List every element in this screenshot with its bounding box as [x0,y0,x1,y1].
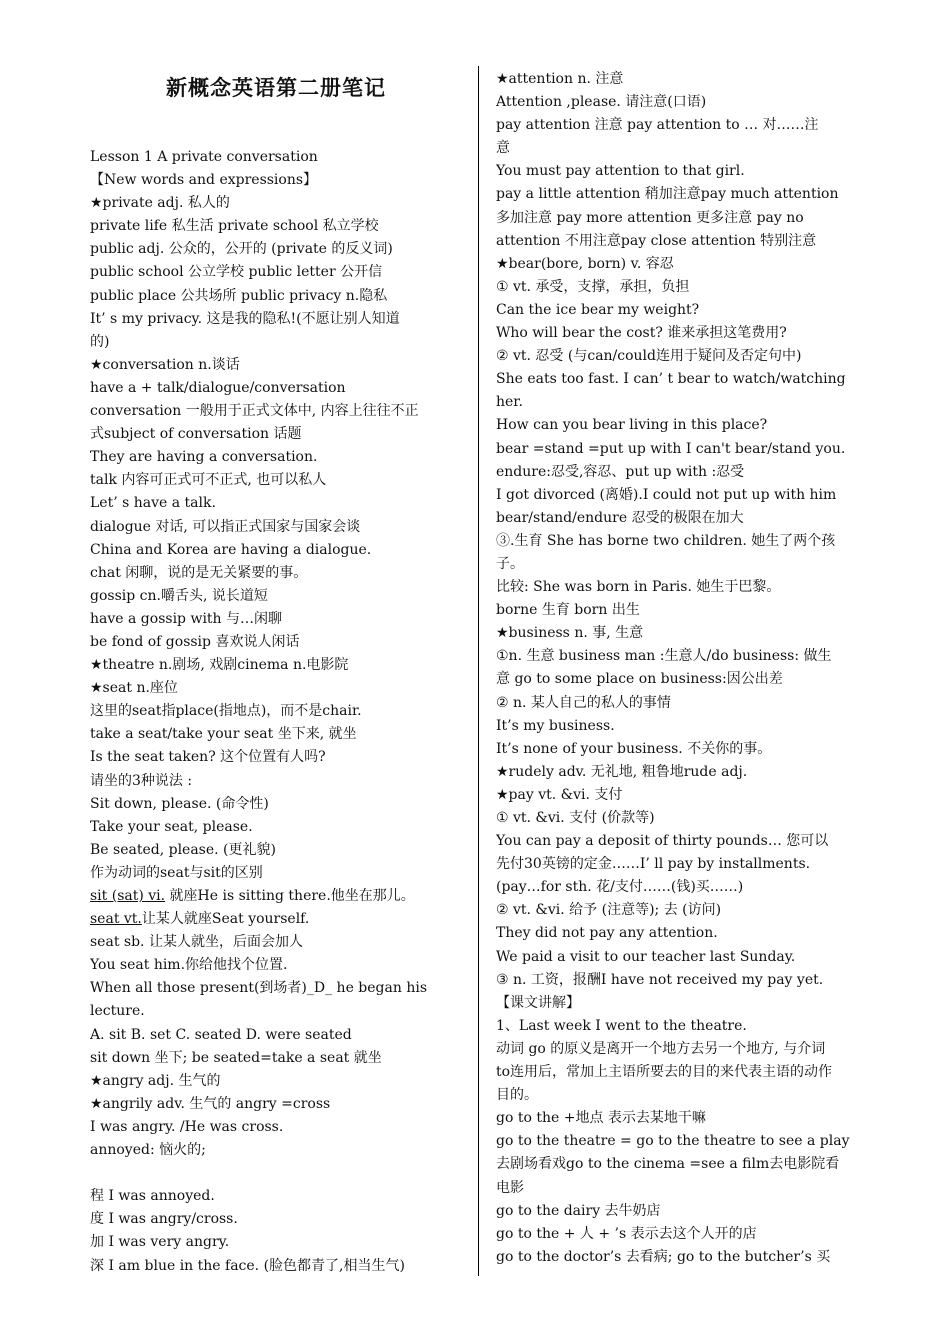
note-line [90,169,462,192]
note-line [90,977,462,1000]
line-text: conversation 一般用于正式文体中, 内容上往往不正 [90,403,419,420]
line-text: They did not pay any attention. [496,925,718,942]
line-text: ★pay vt. &vi. 支付 [496,786,623,803]
note-line [496,1177,868,1200]
line-text: ② vt. &vi. 给予 (注意等); 去 (访问) [496,902,722,919]
note-line [496,461,868,484]
note-line [496,645,868,668]
line-text: 作为动词的seat与sit的区别 [90,864,263,881]
note-line [496,1038,868,1061]
line-text: ★seat n.座位 [90,680,178,697]
note-line [496,668,868,691]
note-line [496,622,868,645]
line-text: You seat him.你给他找个位置. [90,957,288,974]
note-line [90,1139,462,1162]
line-text: You can pay a deposit of thirty pounds… 您可以 [496,833,829,850]
note-line [496,345,868,368]
note-line [496,807,868,830]
left-column [90,64,462,1278]
note-line [90,908,462,931]
note-line [90,400,462,423]
line-text: 比较: She was born in Paris. 她生于巴黎。 [496,579,781,596]
note-line [90,723,462,746]
line-text: ★private adj. 私人的 [90,195,230,212]
note-line [496,183,868,206]
note-line [496,484,868,507]
note-line [90,631,462,654]
line-text: Sit down, please. (命令性) [90,795,269,812]
note-line [90,1000,462,1023]
underlined-term: seat vt. [90,911,142,928]
note-line [496,207,868,230]
line-text: I was angry. /He was cross. [90,1118,284,1135]
line-text: 这里的seat指place(指地点)，而不是chair. [90,703,362,720]
line-text: Take your seat, please. [90,818,253,835]
line-text: take a seat/take your seat 坐下来, 就坐 [90,726,357,743]
note-line [496,1223,868,1246]
note-line [90,562,462,585]
line-text: It’ s my privacy. 这是我的隐私!(不愿让别人知道 [90,310,400,327]
note-line [496,576,868,599]
line-text: I got divorced (离婚).I could not put up with him [496,486,837,503]
note-line [90,446,462,469]
note-line [496,414,868,437]
line-text: ③.生育 She has borne two children. 她生了两个孩 [496,532,836,549]
note-line [90,1070,462,1093]
line-text: Attention ,please. 请注意(口语) [496,94,707,111]
line-text: annoyed: 恼火的; [90,1142,206,1159]
line-text: go to the dairy 去牛奶店 [496,1202,661,1219]
line-text: sit down 坐下; be seated=take a seat 就坐 [90,1049,382,1066]
note-line [90,677,462,700]
line-text: 深 I am blue in the face. (脸色都青了,相当生气) [90,1257,405,1274]
note-line [90,700,462,723]
note-line [496,830,868,853]
note-line [90,585,462,608]
line-text: pay a little attention 稍加注意pay much attention [496,186,839,203]
line-text: bear =stand =put up with I can't bear/stand you. [496,440,846,457]
note-line [90,839,462,862]
line-text: ★rudely adv. 无礼地, 粗鲁地rude adj. [496,763,748,780]
note-line [90,1162,462,1185]
note-line [496,784,868,807]
line-text: 意 go to some place on business:因公出差 [496,671,783,688]
note-line [496,1061,868,1084]
note-line [90,654,462,677]
line-text: 先付30英镑的定金……I’ ll pay by installments. [496,856,811,873]
note-line [496,992,868,1015]
note-line [90,931,462,954]
note-line [496,692,868,715]
note-line [496,969,868,992]
note-line [496,114,868,137]
line-text: ② vt. 忍受 (与can/could连用于疑问及否定句中) [496,348,802,365]
note-line [90,516,462,539]
line-text: be fond of gossip 喜欢说人闲话 [90,633,300,650]
note-line [496,1130,868,1153]
right-column [496,68,868,1269]
line-text: Is the seat taken? 这个位置有人吗? [90,749,326,766]
note-line [496,1084,868,1107]
line-text: 1、Last week I went to the theatre. [496,1017,747,1034]
note-line [90,862,462,885]
line-text: ★angrily adv. 生气的 angry =cross [90,1095,331,1112]
note-line [90,469,462,492]
note-line [496,530,868,553]
line-text: 程 I was annoyed. [90,1188,215,1205]
note-line [496,946,868,969]
line-text: They are having a conversation. [90,449,318,466]
line-text: gossip cn.嚼舌头, 说长道短 [90,587,268,604]
column-divider [478,66,479,1276]
line-text: 意 [496,140,510,157]
line-text: public school 公立学校 public letter 公开信 [90,264,383,281]
line-text: ★conversation n.谈话 [90,356,240,373]
line-text: She eats too fast. I can’ t bear to watch/watching [496,371,846,388]
line-text: talk 内容可正式可不正式, 也可以私人 [90,472,327,489]
note-line [90,1024,462,1047]
page-title: 新概念英语第二册笔记 [166,75,386,100]
note-line [496,876,868,899]
note-line [90,816,462,839]
note-line [496,299,868,322]
note-line [90,215,462,238]
line-text: seat sb. 让某人就坐，后面会加人 [90,934,303,951]
note-line [90,793,462,816]
note-line [90,954,462,977]
line-text: 加 I was very angry. [90,1234,230,1251]
line-text: 电影 [496,1179,524,1196]
line-text: 多加注意 pay more attention 更多注意 pay no [496,209,804,226]
line-text: go to the theatre = go to the theatre to see a play [496,1133,850,1150]
line-text: 式subject of conversation 话题 [90,426,302,443]
line-text: endure:忍受,容忍、put up with :忍受 [496,463,745,480]
line-text: 就座He is sitting there.他坐在那儿。 [165,888,415,904]
note-line [90,331,462,354]
note-line [496,1107,868,1130]
line-text: borne 生育 born 出生 [496,602,640,619]
note-line [90,885,462,908]
line-text: 子。 [496,555,524,572]
line-text: Can the ice bear my weight? [496,301,700,318]
note-line [90,354,462,377]
line-text: private life 私生活 private school 私立学校 [90,218,379,235]
note-line [90,146,462,169]
line-text: public place 公共场所 public privacy n.隐私 [90,287,388,304]
line-text: ★theatre n.剧场, 戏剧cinema n.电影院 [90,657,349,674]
note-line [496,137,868,160]
note-line [496,368,868,391]
line-text: ② n. 某人自己的私人的事情 [496,694,671,711]
line-text: to连用后，常加上主语所要去的目的来代表主语的动作 [496,1064,833,1081]
note-line [90,1093,462,1116]
right-notes [496,68,868,1269]
line-text: ★bear(bore, born) v. 容忍 [496,255,674,272]
line-text: bear/stand/endure 忍受的极限在加大 [496,509,744,526]
line-text: Be seated, please. (更礼貌) [90,841,276,858]
line-text: A. sit B. set C. seated D. were seated [90,1026,352,1043]
note-line [496,553,868,576]
line-text: It’s my business. [496,717,615,734]
note-line [496,91,868,114]
line-text: ★angry adj. 生气的 [90,1072,221,1089]
note-line [90,1047,462,1070]
line-text: dialogue 对话, 可以指正式国家与国家会谈 [90,518,361,535]
line-text: China and Korea are having a dialogue. [90,541,372,558]
note-line [496,715,868,738]
note-line [496,160,868,183]
line-text: 【New words and expressions】 [90,172,318,189]
note-line [90,1116,462,1139]
note-line [496,738,868,761]
note-line [496,922,868,945]
note-line [496,253,868,276]
note-line [90,377,462,400]
line-text: 请坐的3种说法 : [90,772,193,789]
line-text: go to the + 人 + ’s 表示去这个人开的店 [496,1225,757,1242]
line-text: her. [496,394,523,411]
line-text: go to the doctor’s 去看病; go to the butcher’s 买 [496,1248,831,1265]
line-text: It’s none of your business. 不关你的事。 [496,740,772,757]
line-text: How can you bear living in this place? [496,417,768,434]
line-text: ★attention n. 注意 [496,71,624,87]
note-line [496,1246,868,1269]
note-line [496,276,868,299]
note-line [496,1200,868,1223]
note-line [496,1015,868,1038]
note-line [90,285,462,308]
line-text: You must pay attention to that girl. [496,163,745,180]
note-line [90,1231,462,1254]
note-line [496,68,868,91]
note-line [496,322,868,345]
note-line [496,899,868,922]
note-line [90,238,462,261]
line-text: attention 不用注意pay close attention 特别注意 [496,232,817,249]
line-text: Let’ s have a talk. [90,495,216,512]
line-text: 让某人就座Seat yourself. [141,911,310,928]
line-text: 的) [90,333,110,350]
note-line [90,746,462,769]
line-text: Lesson 1 A private conversation [90,149,318,165]
line-text: We paid a visit to our teacher last Sunday. [496,948,796,965]
line-text: chat 闲聊，说的是无关紧要的事。 [90,564,308,581]
line-text: ① vt. &vi. 支付 (价款等) [496,810,655,826]
note-line [496,507,868,530]
note-line [496,599,868,622]
note-line [496,438,868,461]
note-line [90,608,462,631]
line-text: pay attention 注意 pay attention to … 对……注 [496,117,819,134]
line-text: When all those present(到场者)_D_ he began his [90,980,428,997]
line-text: go to the +地点 表示去某地干嘛 [496,1110,706,1127]
line-text: have a gossip with 与…闲聊 [90,610,283,627]
note-line [496,391,868,414]
note-line [90,1255,462,1278]
line-text: ★business n. 事, 生意 [496,625,644,642]
note-line [90,423,462,446]
note-line [90,539,462,562]
note-line [90,1208,462,1231]
note-line [496,853,868,876]
note-line [496,230,868,253]
line-text: lecture. [90,1003,145,1020]
line-text: ① vt. 承受，支撑，承担，负担 [496,278,690,295]
note-line [90,261,462,284]
note-line [90,1185,462,1208]
note-line [90,308,462,331]
note-line [90,770,462,793]
line-text: have a + talk/dialogue/conversation [90,379,346,396]
line-text: 度 I was angry/cross. [90,1211,238,1228]
left-notes [90,146,462,1278]
line-text: ③ n. 工资，报酬I have not received my pay yet. [496,971,824,988]
line-text: (pay…for sth. 花/支付……(钱)买……) [496,879,744,896]
note-line [90,192,462,215]
note-line [496,1153,868,1176]
line-text: Who will bear the cost? 谁来承担这笔费用? [496,325,787,342]
line-text: 目的。 [496,1087,538,1104]
underlined-term: sit (sat) vi. [90,888,166,904]
line-text: 去剧场看戏go to the cinema =see a film去电影院看 [496,1156,840,1173]
line-text: 【课文讲解】 [496,994,580,1011]
line-text: ①n. 生意 business man :生意人/do business: 做生 [496,648,832,665]
line-text: public adj. 公众的，公开的 (private 的反义词) [90,241,393,258]
note-line [496,761,868,784]
line-text: 动词 go 的原义是离开一个地方去另一个地方, 与介词 [496,1040,826,1057]
note-line [90,492,462,515]
